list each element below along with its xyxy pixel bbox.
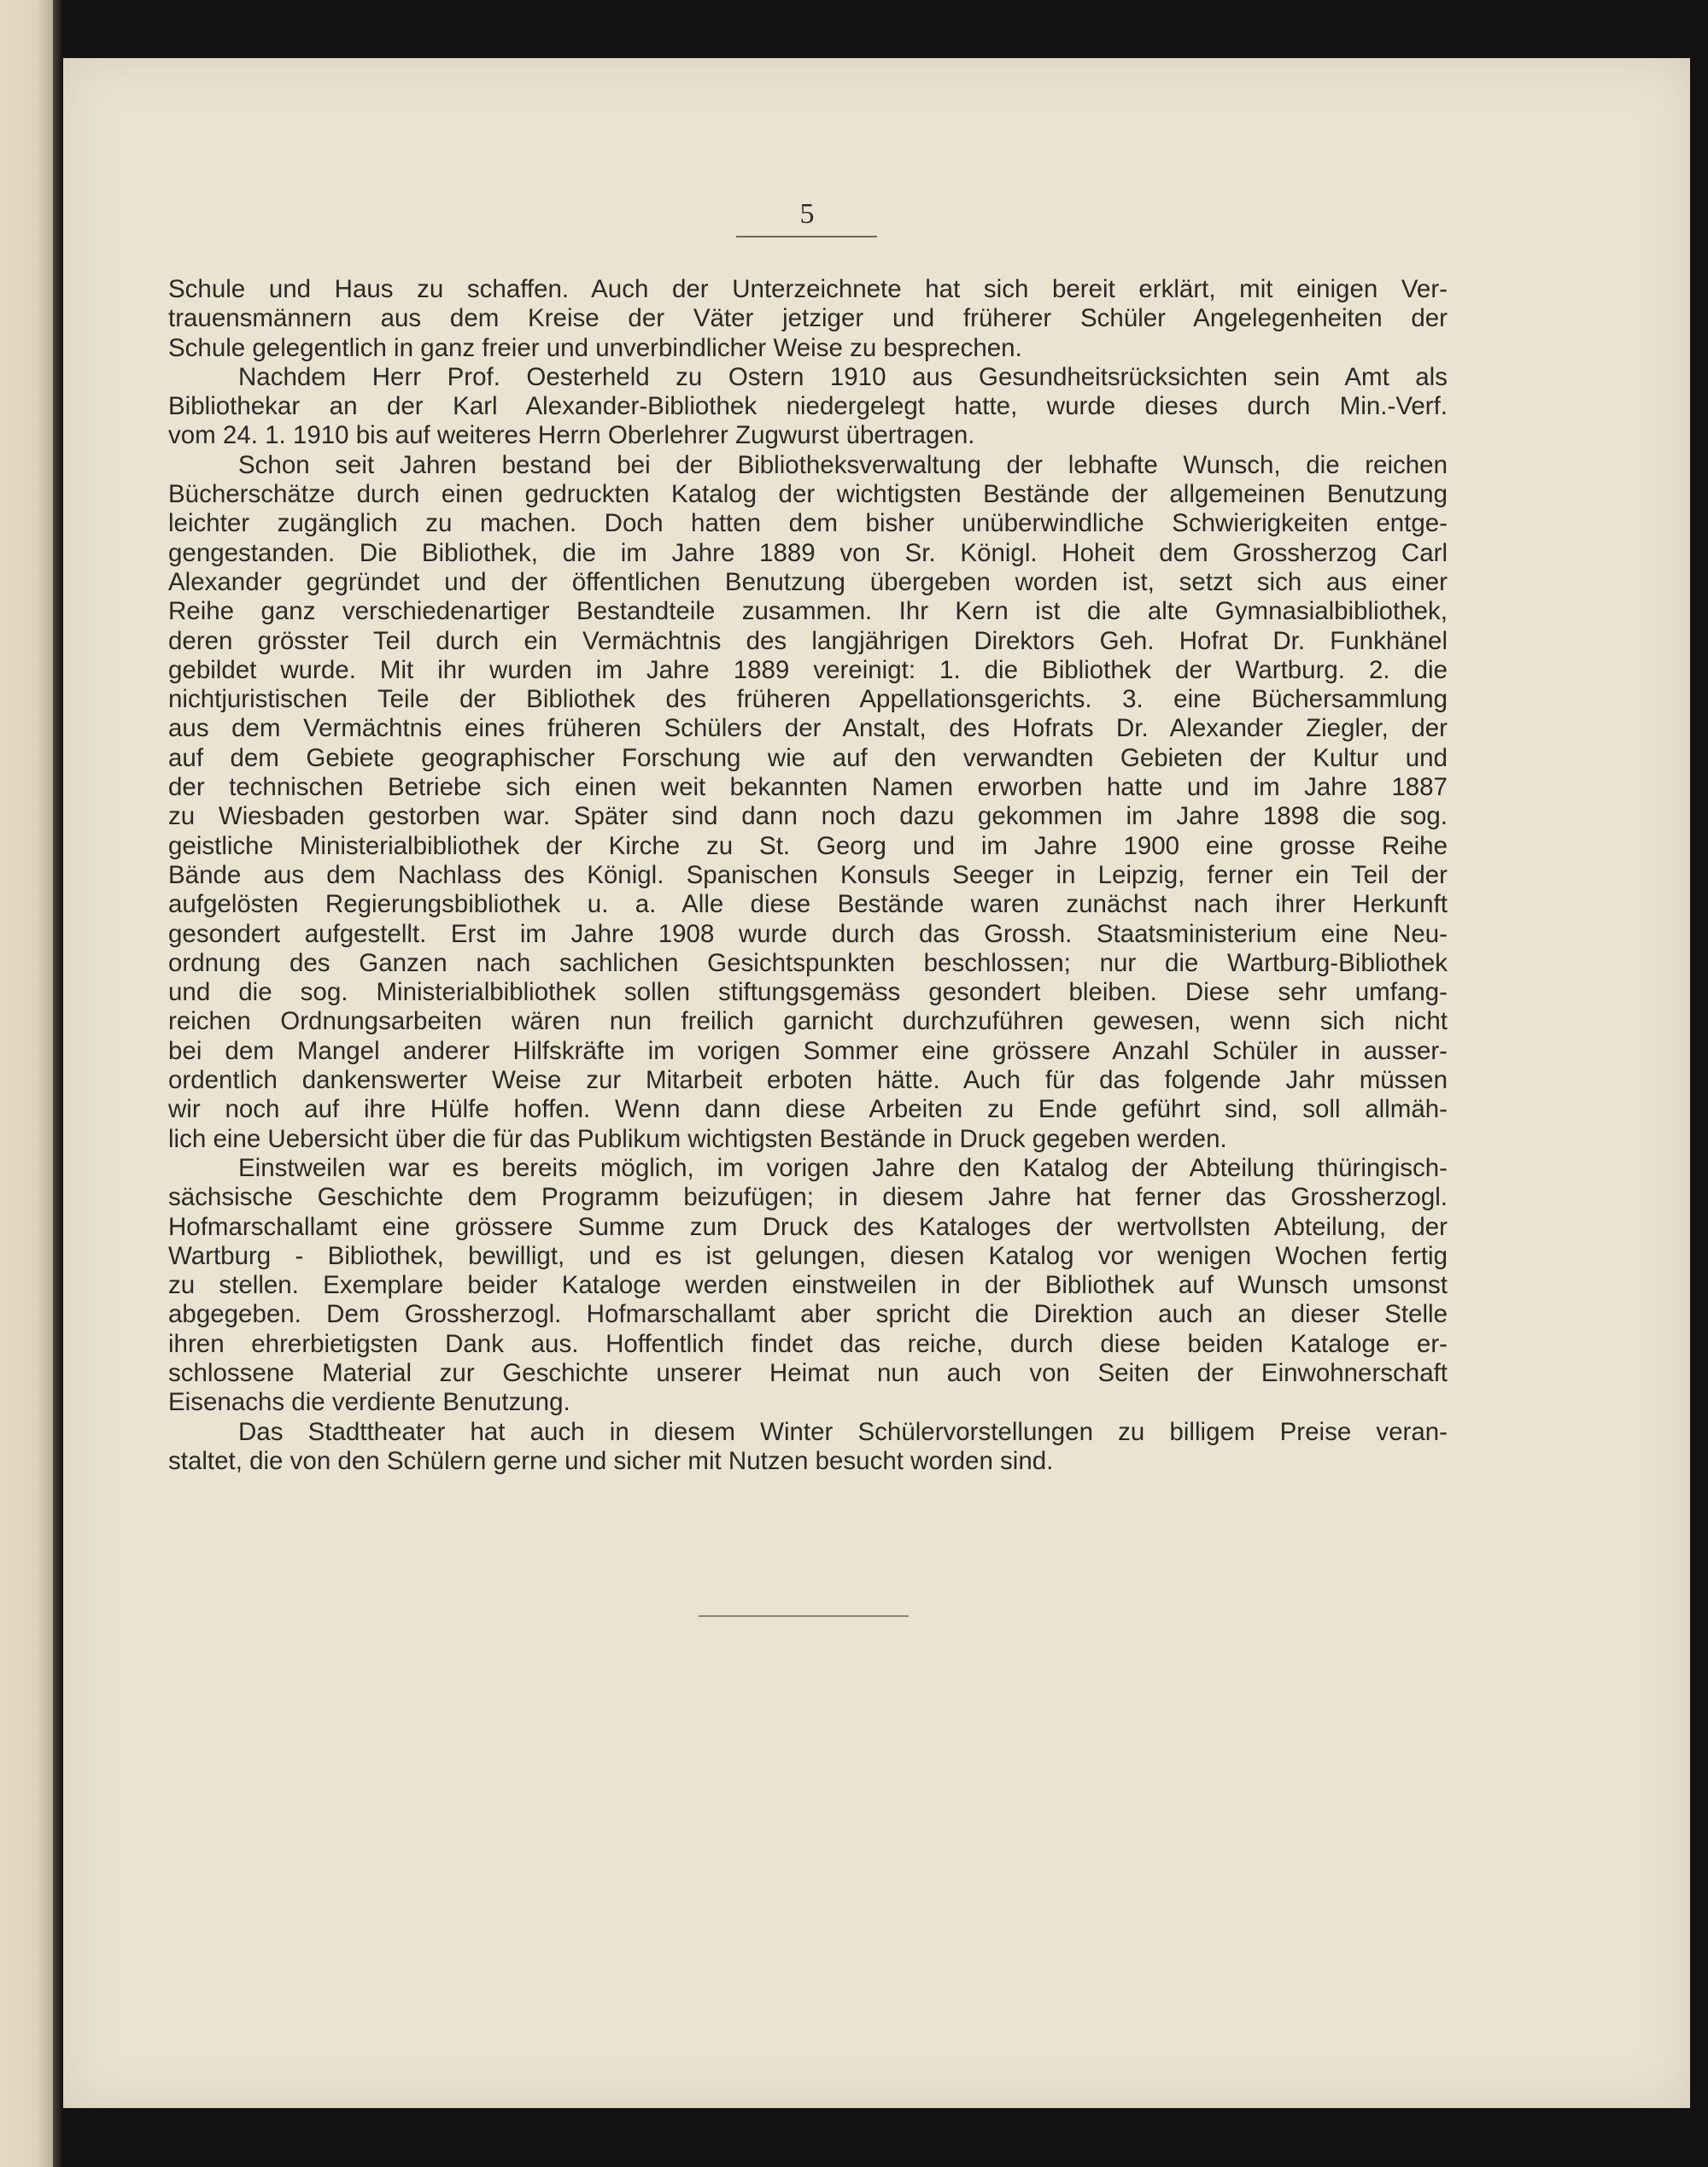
paragraph	[168, 363, 1448, 451]
paragraph	[168, 451, 1448, 1154]
text-line: Bände aus dem Nachlass des Königl. Spanischen Konsuls Seeger in Leipzig, ferner ein Teil der	[168, 860, 1448, 889]
text-line: gengestanden. Die Bibliothek, die im Jahre 1889 von Sr. Königl. Hoheit dem Grossherzog Carl	[168, 538, 1448, 567]
text-line: zu Wiesbaden gestorben war. Später sind dann noch dazu gekommen im Jahre 1898 die sog.	[168, 802, 1448, 831]
text-line: ordnung des Ganzen nach sachlichen Gesichtspunkten beschlossen; nur die Wartburg-Bibliothek	[168, 948, 1448, 977]
text-line: abgegeben. Dem Grossherzogl. Hofmarschallamt aber spricht die Direktion auch an dieser Stelle	[168, 1300, 1448, 1329]
text-line: reichen Ordnungsarbeiten wären nun freilich garnicht durchzuführen gewesen, wenn sich nicht	[168, 1007, 1448, 1036]
text-line: zu stellen. Exemplare beider Kataloge werden einstweilen in der Bibliothek auf Wunsch umsonst	[168, 1271, 1448, 1300]
left-page-edge	[0, 0, 53, 2167]
text-line: Schule gelegentlich in ganz freier und unverbindlicher Weise zu besprechen.	[168, 333, 1022, 362]
text-line: staltet, die von den Schülern gerne und sicher mit Nutzen besucht worden sind.	[168, 1446, 1054, 1475]
text-line: gesondert aufgestellt. Erst im Jahre 1908 wurde durch das Grossh. Staatsministerium eine Neu-	[168, 919, 1448, 948]
text-line: Nachdem Herr Prof. Oesterheld zu Ostern 1910 aus Gesundheitsrücksichten sein Amt als	[238, 362, 1448, 391]
text-line: lich eine Uebersicht über die für das Publikum wichtigsten Bestände in Druck gegeben werden.	[168, 1124, 1227, 1153]
text-line: auf dem Gebiete geographischer Forschung wie auf den verwandten Gebieten der Kultur und	[168, 743, 1448, 772]
text-line: Einstweilen war es bereits möglich, im vorigen Jahre den Katalog der Abteilung thüringisch-	[238, 1153, 1448, 1182]
text-line: schlossene Material zur Geschichte unserer Heimat nun auch von Seiten der Einwohnerschaft	[168, 1358, 1448, 1387]
page-number-rule	[736, 236, 877, 237]
body-text	[168, 275, 1448, 1476]
text-line: aufgelösten Regierungsbibliothek u. a. Alle diese Bestände waren zunächst nach ihrer Herkunft	[168, 890, 1448, 919]
text-line: Bücherschätze durch einen gedruckten Katalog der wichtigsten Bestände der allgemeinen Benutzung	[168, 480, 1448, 509]
text-line: Das Stadttheater hat auch in diesem Winter Schülervorstellungen zu billigem Preise veran-	[238, 1417, 1448, 1446]
text-line: deren grösster Teil durch ein Vermächtnis des langjährigen Direktors Geh. Hofrat Dr. Funkhänel	[168, 626, 1448, 655]
page-number: 5	[799, 198, 815, 230]
text-line: trauensmännern aus dem Kreise der Väter jetziger und früherer Schüler Angelegenheiten der	[168, 304, 1448, 333]
text-line: Bibliothekar an der Karl Alexander-Bibliothek niedergelegt hatte, wurde dieses durch Min.-Verf.	[168, 392, 1448, 421]
text-line: Alexander gegründet und der öffentlichen Benutzung übergeben worden ist, setzt sich aus einer	[168, 567, 1448, 596]
text-line: Reihe ganz verschiedenartiger Bestandteile zusammen. Ihr Kern ist die alte Gymnasialbibliothek,	[168, 597, 1448, 626]
text-line: vom 24. 1. 1910 bis auf weiteres Herrn Oberlehrer Zugwurst übertragen.	[168, 421, 975, 450]
text-line: gebildet wurde. Mit ihr wurden im Jahre 1889 vereinigt: 1. die Bibliothek der Wartburg. 2. die	[168, 655, 1448, 684]
text-line: Wartburg - Bibliothek, bewilligt, und es ist gelungen, diesen Katalog vor wenigen Wochen fertig	[168, 1241, 1448, 1270]
text-line: wir noch auf ihre Hülfe hoffen. Wenn dann diese Arbeiten zu Ende geführt sind, soll allmäh-	[168, 1095, 1448, 1124]
text-line: geistliche Ministerialbibliothek der Kirche zu St. Georg und im Jahre 1900 eine grosse Reihe	[168, 831, 1448, 860]
binding-shadow	[53, 0, 63, 2167]
text-line: Schon seit Jahren bestand bei der Bibliotheksverwaltung der lebhafte Wunsch, die reichen	[238, 450, 1448, 479]
closing-rule	[699, 1615, 909, 1617]
text-line: Hofmarschallamt eine grössere Summe zum Druck des Kataloges der wertvollsten Abteilung, der	[168, 1212, 1448, 1241]
text-line: leichter zugänglich zu machen. Doch hatten dem bisher unüberwindliche Schwierigkeiten entge-	[168, 509, 1448, 538]
text-line: aus dem Vermächtnis eines früheren Schülers der Anstalt, des Hofrats Dr. Alexander Ziegler, der	[168, 714, 1448, 743]
text-line: Schule und Haus zu schaffen. Auch der Unterzeichnete hat sich bereit erklärt, mit einigen Ver-	[168, 275, 1448, 303]
text-line: der technischen Betriebe sich einen weit bekannten Namen erworben hatte und im Jahre 1887	[168, 773, 1448, 802]
text-line: nichtjuristischen Teile der Bibliothek des früheren Appellationsgerichts. 3. eine Büchersammlung	[168, 685, 1448, 714]
paragraph	[168, 1154, 1448, 1418]
paragraph	[168, 1418, 1448, 1477]
text-line: bei dem Mangel anderer Hilfskräfte im vorigen Sommer eine grössere Anzahl Schüler in ausser-	[168, 1036, 1448, 1065]
text-line: und die sog. Ministerialbibliothek sollen stiftungsgemäss gesondert bleiben. Diese sehr umfang-	[168, 978, 1448, 1007]
text-line: ihren ehrerbietigsten Dank aus. Hoffentlich findet das reiche, durch diese beiden Kataloge er-	[168, 1329, 1448, 1358]
paragraph	[168, 275, 1448, 363]
text-line: ordentlich dankenswerter Weise zur Mitarbeit erboten hätte. Auch für das folgende Jahr müssen	[168, 1066, 1448, 1095]
text-line: sächsische Geschichte dem Programm beizufügen; in diesem Jahre hat ferner das Grossherzogl.	[168, 1183, 1448, 1212]
text-line: Eisenachs die verdiente Benutzung.	[168, 1388, 570, 1417]
